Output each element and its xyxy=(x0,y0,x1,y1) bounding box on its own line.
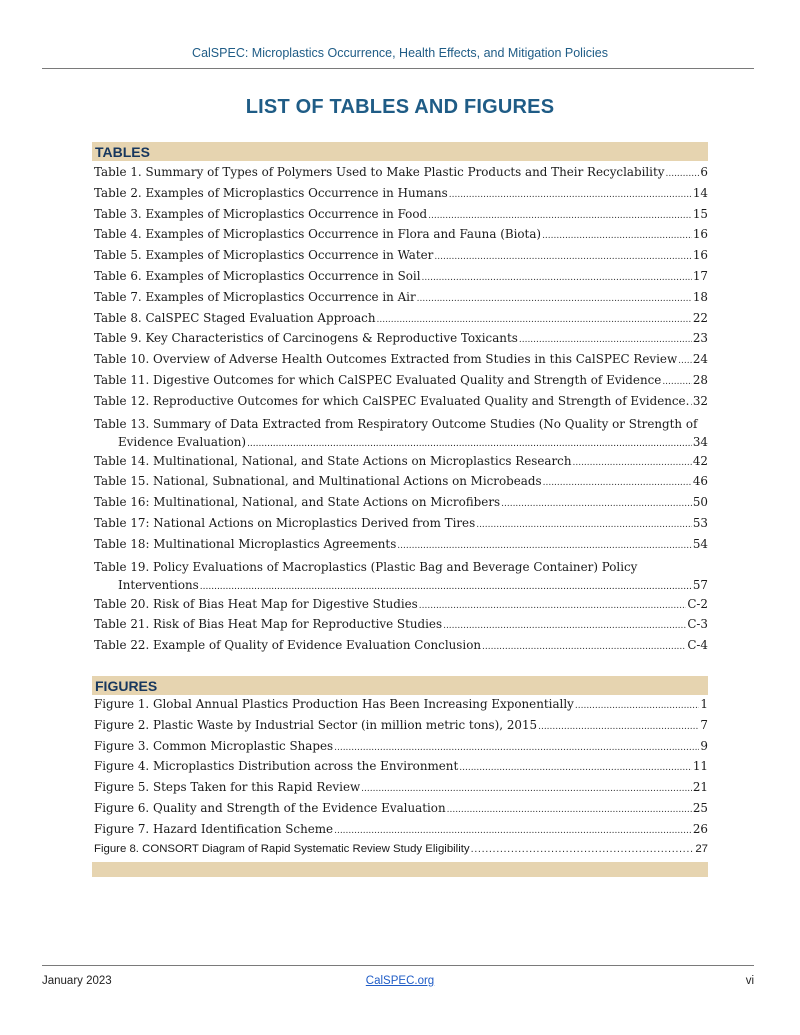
toc-entry-table-3[interactable] xyxy=(94,207,708,228)
dot-leader xyxy=(678,356,692,366)
toc-entry-label: Table 18: Multinational Microplastics Agreements xyxy=(94,536,397,551)
toc-entry-page: 22 xyxy=(692,310,708,325)
toc-entry-page: 16 xyxy=(692,227,708,242)
dot-leader xyxy=(542,231,692,241)
footer-divider xyxy=(42,965,754,966)
toc-entry-page: 34 xyxy=(692,434,708,449)
toc-entry-table-14[interactable] xyxy=(94,454,708,475)
dot-leader xyxy=(419,601,687,611)
toc-entry-page: 17 xyxy=(692,268,708,283)
dot-leader xyxy=(334,826,692,836)
toc-entry-table-18[interactable] xyxy=(94,537,708,558)
toc-entry-page: 15 xyxy=(692,206,708,221)
toc-entry-page: 57 xyxy=(692,577,708,592)
toc-entry-table-4[interactable] xyxy=(94,227,708,248)
toc-entry-label: Table 12. Reproductive Outcomes for which CalSPEC Evaluated Quality and Strength of Evidence. xyxy=(94,393,690,408)
toc-entry-table-15[interactable] xyxy=(94,474,708,495)
dot-leader xyxy=(471,843,695,855)
toc-entry-table-13[interactable] xyxy=(94,415,708,454)
toc-entry-figure-3[interactable] xyxy=(94,739,708,760)
dot-leader xyxy=(449,190,692,200)
toc-entry-page: 1 xyxy=(700,697,708,711)
dot-leader xyxy=(572,458,691,468)
toc-entry-table-5[interactable] xyxy=(94,248,708,269)
toc-entry-page: C-4 xyxy=(687,638,708,653)
footer-link[interactable]: CalSPEC.org xyxy=(365,975,435,987)
toc-entry-label: Table 7. Examples of Microplastics Occurrence in Air xyxy=(94,289,416,304)
toc-entry-page: C-3 xyxy=(687,617,708,632)
toc-entry-table-9[interactable] xyxy=(94,331,708,352)
toc-entry-page: 7 xyxy=(700,717,708,732)
toc-entry-label: Table 9. Key Characteristics of Carcinogens & Reproductive Toxicants xyxy=(94,331,518,346)
toc-entry-label: Table 17: National Actions on Microplastics Derived from Tires xyxy=(94,515,476,530)
toc-entry-label: Table 13. Summary of Data Extracted from Respiratory Outcome Studies (No Quality or Strength of xyxy=(94,416,698,431)
toc-entry-label: Figure 6. Quality and Strength of the Evidence Evaluation xyxy=(94,800,446,815)
toc-entry-page: 28 xyxy=(692,372,708,387)
toc-entry-table-12[interactable] xyxy=(94,394,708,415)
toc-entry-label: Table 10. Overview of Adverse Health Outcomes Extracted from Studies in this CalSPEC Review xyxy=(94,352,678,367)
toc-entry-page: C-2 xyxy=(687,596,708,611)
toc-entry-table-16[interactable] xyxy=(94,495,708,516)
toc-entry-table-10[interactable] xyxy=(94,352,708,373)
toc-entry-table-2[interactable] xyxy=(94,186,708,207)
toc-entry-label: Table 16: Multinational, National, and State Actions on Microfibers xyxy=(94,495,501,510)
toc-entry-table-22[interactable] xyxy=(94,638,708,659)
dot-leader xyxy=(538,722,699,732)
figures-section-footer-bar xyxy=(92,862,708,877)
dot-leader xyxy=(434,252,691,262)
toc-entry-label: Table 6. Examples of Microplastics Occurrence in Soil xyxy=(94,268,421,283)
toc-entry-label-continued: Interventions xyxy=(118,577,199,592)
dot-leader xyxy=(247,435,692,454)
toc-entry-label: Table 21. Risk of Bias Heat Map for Reproductive Studies xyxy=(94,617,443,632)
dot-leader xyxy=(200,578,692,597)
toc-entry-page: 14 xyxy=(692,185,708,200)
toc-entry-table-21[interactable] xyxy=(94,617,708,638)
toc-entry-page: 25 xyxy=(692,800,708,815)
page-number: vi xyxy=(745,975,754,987)
toc-entry-label: Table 15. National, Subnational, and Multinational Actions on Microbeads xyxy=(94,474,542,489)
toc-entry-page: 11 xyxy=(692,759,708,774)
tables-list xyxy=(94,165,708,659)
toc-entry-page: 6 xyxy=(700,165,708,179)
toc-entry-label: Table 14. Multinational, National, and State Actions on Microplastics Research xyxy=(94,453,572,468)
toc-entry-label: Figure 3. Common Microplastic Shapes xyxy=(94,738,334,753)
dot-leader xyxy=(665,169,699,179)
tables-heading: TABLES xyxy=(95,144,150,160)
toc-entry-label: Table 3. Examples of Microplastics Occurrence in Food xyxy=(94,206,428,221)
dot-leader xyxy=(443,621,686,631)
figures-list xyxy=(94,697,708,863)
toc-entry-page: 54 xyxy=(692,536,708,551)
toc-entry-label: Figure 8. CONSORT Diagram of Rapid Systematic Review Study Eligibility xyxy=(94,842,470,855)
dot-leader xyxy=(662,377,692,387)
toc-entry-label: Figure 7. Hazard Identification Scheme xyxy=(94,821,334,836)
page-title: LIST OF TABLES AND FIGURES xyxy=(245,96,555,118)
toc-entry-page: 26 xyxy=(692,821,708,836)
toc-entry-label: Figure 2. Plastic Waste by Industrial Sector (in million metric tons), 2015 xyxy=(94,717,538,732)
dot-leader xyxy=(376,315,691,325)
toc-entry-table-11[interactable] xyxy=(94,373,708,394)
dot-leader xyxy=(519,335,692,345)
toc-entry-label: Table 4. Examples of Microplastics Occurrence in Flora and Fauna (Biota) xyxy=(94,227,542,242)
toc-entry-figure-6[interactable] xyxy=(94,801,708,822)
toc-entry-label: Table 5. Examples of Microplastics Occurrence in Water xyxy=(94,248,434,263)
dot-leader xyxy=(543,478,692,488)
toc-entry-figure-5[interactable] xyxy=(94,780,708,801)
toc-entry-page: 32 xyxy=(692,393,708,408)
figures-heading: FIGURES xyxy=(95,678,158,694)
dot-leader xyxy=(447,805,692,815)
toc-entry-label: Figure 5. Steps Taken for this Rapid Review xyxy=(94,780,361,795)
dot-leader xyxy=(334,743,699,753)
toc-entry-table-19[interactable] xyxy=(94,558,708,597)
toc-entry-label: Table 22. Example of Quality of Evidence Evaluation Conclusion xyxy=(94,638,482,653)
dot-leader xyxy=(397,541,692,551)
dot-leader xyxy=(428,211,692,221)
toc-entry-page: 18 xyxy=(692,289,708,304)
dot-leader xyxy=(459,763,692,773)
dot-leader xyxy=(482,642,686,652)
dot-leader xyxy=(501,499,692,509)
toc-entry-figure-8[interactable] xyxy=(94,843,708,864)
toc-entry-page: 50 xyxy=(692,495,708,510)
header-divider xyxy=(42,68,754,69)
toc-entry-figure-2[interactable] xyxy=(94,718,708,739)
toc-entry-label: Table 2. Examples of Microplastics Occurrence in Humans xyxy=(94,185,448,200)
toc-entry-figure-1[interactable] xyxy=(94,697,708,718)
toc-entry-label: Table 8. CalSPEC Staged Evaluation Approach xyxy=(94,310,376,325)
toc-entry-table-8[interactable] xyxy=(94,311,708,332)
toc-entry-page: 23 xyxy=(692,331,708,346)
toc-entry-label: Figure 4. Microplastics Distribution across the Environment xyxy=(94,759,459,774)
dot-leader xyxy=(417,294,692,304)
toc-entry-page: 42 xyxy=(692,453,708,468)
tables-section-header xyxy=(92,142,708,161)
toc-entry-table-1[interactable] xyxy=(94,165,708,186)
toc-entry-table-7[interactable] xyxy=(94,290,708,311)
dot-leader xyxy=(575,701,700,711)
toc-entry-page: 16 xyxy=(692,248,708,263)
toc-entry-page: 53 xyxy=(692,515,708,530)
toc-entry-page: 24 xyxy=(692,352,708,367)
toc-entry-figure-7[interactable] xyxy=(94,822,708,843)
toc-entry-page: 46 xyxy=(692,474,708,489)
dot-leader xyxy=(361,784,692,794)
toc-entry-label: Figure 1. Global Annual Plastics Production Has Been Increasing Exponentially xyxy=(94,697,574,711)
toc-entry-table-17[interactable] xyxy=(94,516,708,537)
figures-section-header xyxy=(92,676,708,695)
footer-date: January 2023 xyxy=(42,975,112,987)
toc-entry-label: Table 19. Policy Evaluations of Macroplastics (Plastic Bag and Beverage Container) Policy xyxy=(94,559,638,574)
toc-entry-page: 9 xyxy=(700,738,708,753)
toc-entry-table-20[interactable] xyxy=(94,597,708,618)
toc-entry-label: Table 1. Summary of Types of Polymers Used to Make Plastic Products and Their Recyclability xyxy=(94,165,665,179)
toc-entry-label: Table 20. Risk of Bias Heat Map for Digestive Studies xyxy=(94,596,418,611)
toc-entry-figure-4[interactable] xyxy=(94,759,708,780)
dot-leader xyxy=(690,398,691,408)
toc-entry-label-continued: Evidence Evaluation) xyxy=(118,434,247,449)
toc-entry-table-6[interactable] xyxy=(94,269,708,290)
toc-entry-page: 21 xyxy=(692,780,708,795)
running-header: CalSPEC: Microplastics Occurrence, Health Effects, and Mitigation Policies xyxy=(192,46,608,60)
toc-entry-page: 27 xyxy=(695,842,708,855)
dot-leader xyxy=(422,273,692,283)
dot-leader xyxy=(476,520,692,530)
toc-entry-label: Table 11. Digestive Outcomes for which CalSPEC Evaluated Quality and Strength of Evidence xyxy=(94,372,662,387)
